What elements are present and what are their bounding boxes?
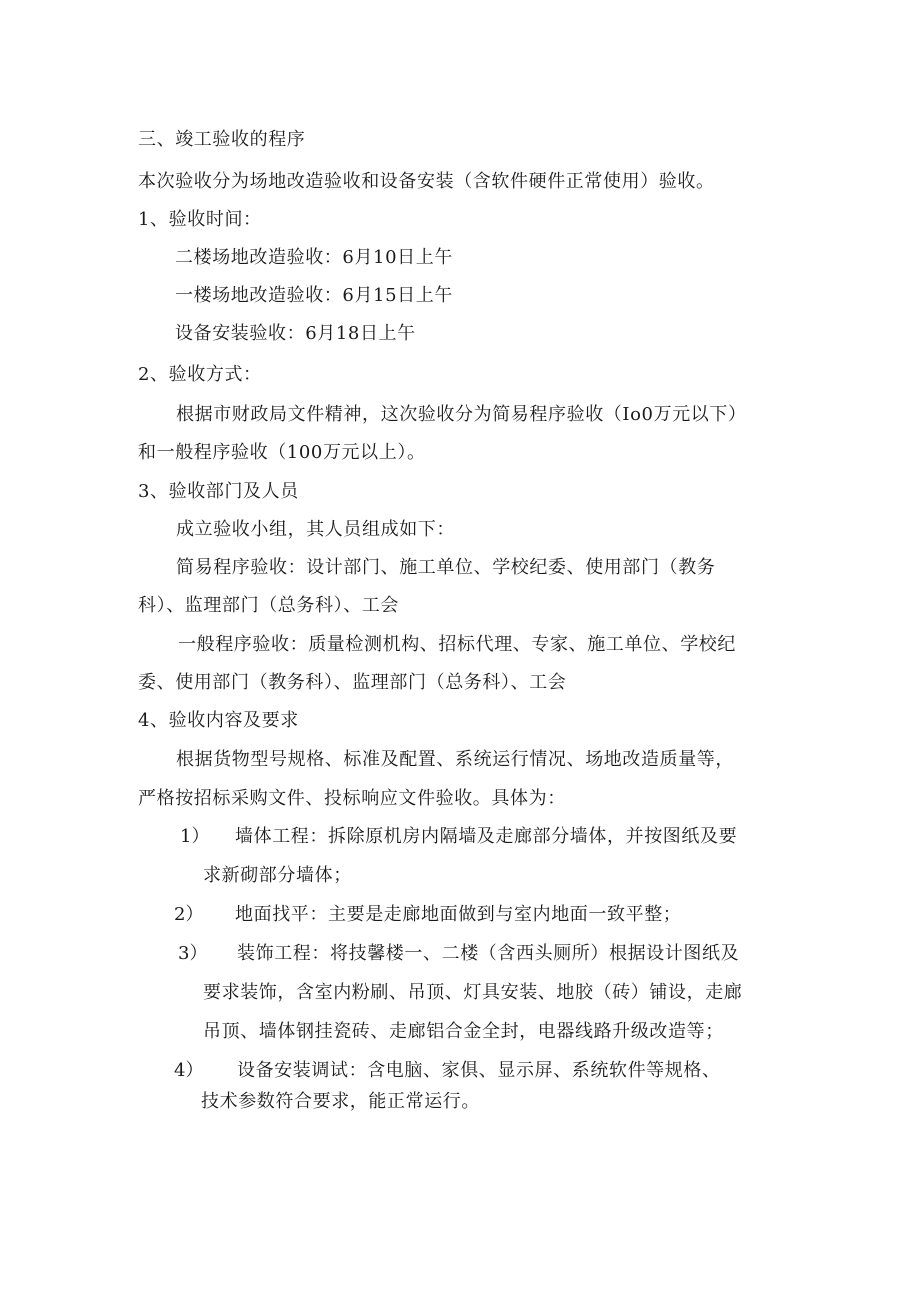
heading-inspection-time: 1、验收时间： [138, 209, 262, 230]
general-procedure-line2: 委、使用部门（教务科）、监理部门（总务科）、工会 [138, 672, 567, 693]
list-item-number: 1） [180, 826, 210, 847]
schedule-first-floor: 一楼场地改造验收：6月15日上午 [175, 285, 453, 306]
heading-departments: 3、验收部门及人员 [138, 481, 299, 502]
list-item-number: 2） [174, 904, 204, 925]
method-paragraph-line2: 和一般程序验收（100万元以上）。 [138, 442, 426, 463]
list-item-3-line3: 吊顶、墙体钢挂瓷砖、走廊铝合金全封，电器线路升级改造等； [203, 1021, 724, 1042]
requirements-paragraph-line2: 严格按招标采购文件、投标响应文件验收。具体为： [138, 788, 566, 809]
list-item-1-line1: 墙体工程：拆除原机房内隔墙及走廊部分墙体，并按图纸及要 [235, 826, 738, 847]
list-item-number: 3） [178, 943, 208, 964]
schedule-equipment: 设备安装验收：6月18日上午 [175, 323, 416, 344]
list-item-3-line2: 要求装饰，含室内粉刷、吊顶、灯具安装、地胶（砖）铺设，走廊 [203, 982, 743, 1003]
team-intro: 成立验收小组，其人员组成如下： [176, 519, 455, 540]
heading-inspection-method: 2、验收方式： [138, 364, 262, 385]
schedule-second-floor: 二楼场地改造验收：6月10日上午 [175, 247, 453, 268]
section-title: 三、竣工验收的程序 [138, 129, 306, 150]
list-item-4-line2: 技术参数符合要求，能正常运行。 [201, 1091, 480, 1112]
list-item-number: 4） [174, 1060, 204, 1081]
list-item-4-line1: 设备安装调试：含电脑、家俱、显示屏、系统软件等规格、 [237, 1060, 721, 1081]
general-procedure-line1: 一般程序验收：质量检测机构、招标代理、专家、施工单位、学校纪 [178, 634, 736, 655]
method-paragraph-line1: 根据市财政局文件精神，这次验收分为简易程序验收（Io0万元以下） [176, 404, 747, 425]
simple-procedure-line2: 科）、监理部门（总务科）、工会 [138, 595, 399, 616]
heading-content-requirements: 4、验收内容及要求 [138, 710, 299, 731]
list-item-3-line1: 装饰工程：将技馨楼一、二楼（含西头厕所）根据设计图纸及 [237, 943, 740, 964]
requirements-paragraph-line1: 根据货物型号规格、标准及配置、系统运行情况、场地改造质量等， [176, 749, 734, 770]
list-item-1-line2: 求新砌部分墙体； [203, 865, 352, 886]
list-item-2-line1: 地面找平：主要是走廊地面做到与室内地面一致平整； [235, 904, 682, 925]
simple-procedure-line1: 简易程序验收：设计部门、施工单位、学校纪委、使用部门（教务 [176, 557, 716, 578]
intro-paragraph: 本次验收分为场地改造验收和设备安装（含软件硬件正常使用）验收。 [138, 171, 715, 192]
